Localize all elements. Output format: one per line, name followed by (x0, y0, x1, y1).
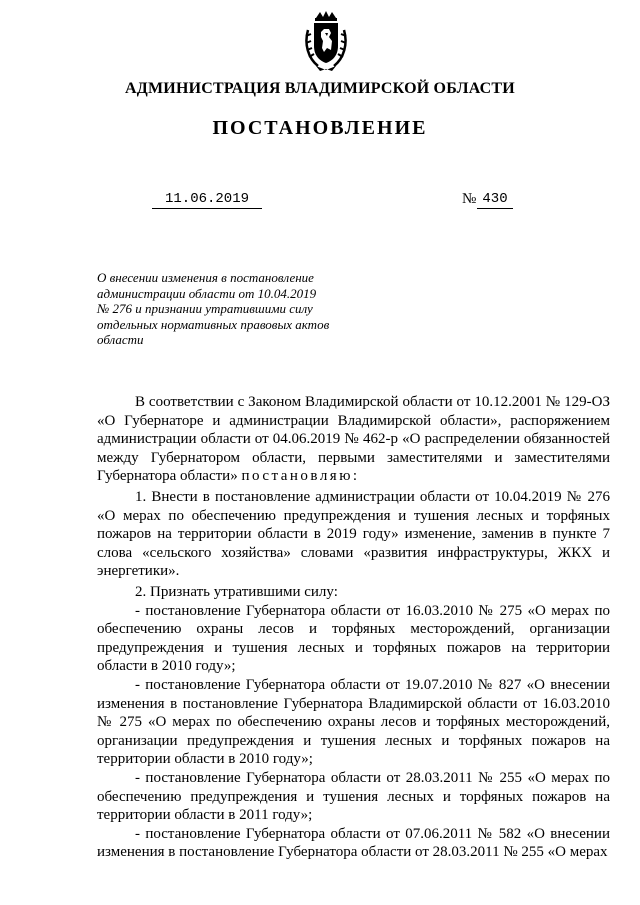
repeal-list-item: - постановление Губернатора области от 16.03.2010 № 275 «О мерах по обеспечению охраны лесов и торфяных месторождений, организации предупреждения и тушения лесных и торфяных пожаров на территории области в 2010 году»; (97, 602, 610, 675)
subject-line: отдельных нормативных правовых актов (97, 316, 330, 332)
document-type-title: ПОСТАНОВЛЕНИЕ (212, 117, 428, 139)
preamble-text: В соответствии с Законом Владимирской области от 10.12.2001 № 129-ОЗ «О Губернаторе и администрации Владимирской области», распоряжением администрации области от 04.06.2019 № 462-р «О распределении обязанностей между Губернатором области, первыми заместителями и заместителями Губернатора области» (97, 394, 610, 485)
item-1-paragraph: 1. Внести в постановление администрации области от 10.04.2019 № 276 «О мерах по обеспечению предупреждения и тушения лесных и торфяных пожаров на территории области в 2019 году» изменение, заменив в пункте 7 слова «сельского хозяйства» словами «развития инфраструктуры, ЖКХ и энергетики». (97, 489, 610, 580)
preamble (97, 393, 610, 486)
document-number: 430 (477, 190, 513, 209)
subject-line: О внесении изменения в постановление (97, 270, 314, 285)
subject-line: администрации области от 10.04.2019 (97, 285, 317, 301)
document-subject (97, 270, 347, 348)
subject-line: № 276 и признании утратившими силу (97, 301, 313, 316)
resolve-keyword: постановляю: (241, 468, 360, 485)
preamble-paragraph (97, 393, 610, 486)
document-date: 11.06.2019 (152, 190, 262, 209)
repeal-list-item: - постановление Губернатора области от 28.03.2011 № 255 «О мерах по обеспечению предупреждения и тушения лесных и торфяных пожаров на территории области в 2011 году»; (97, 769, 610, 824)
number-label: № (462, 191, 477, 207)
repeal-list-item: - постановление Губернатора области от 19.07.2010 № 827 «О внесении изменения в постановление Губернатора Владимирской области от 16.03.2010 № 275 «О мерах по обеспечению охраны лесов и торфяных месторождений, организации предупреждения и тушения лесных и торфяных пожаров на территории области в 2010 году»; (97, 676, 610, 768)
item-2-heading: 2. Признать утратившими силу: (135, 584, 338, 600)
subject-line: области (97, 332, 144, 347)
coat-of-arms-icon (302, 10, 350, 72)
repeal-list-item: - постановление Губернатора области от 07.06.2011 № 582 «О внесении изменения в постановление Губернатора области от 28.03.2011 № 255 «О мерах (97, 825, 610, 861)
item-1 (97, 488, 610, 581)
organization-name: АДМИНИСТРАЦИЯ ВЛАДИМИРСКОЙ ОБЛАСТИ (125, 80, 515, 97)
item-2 (97, 583, 610, 862)
